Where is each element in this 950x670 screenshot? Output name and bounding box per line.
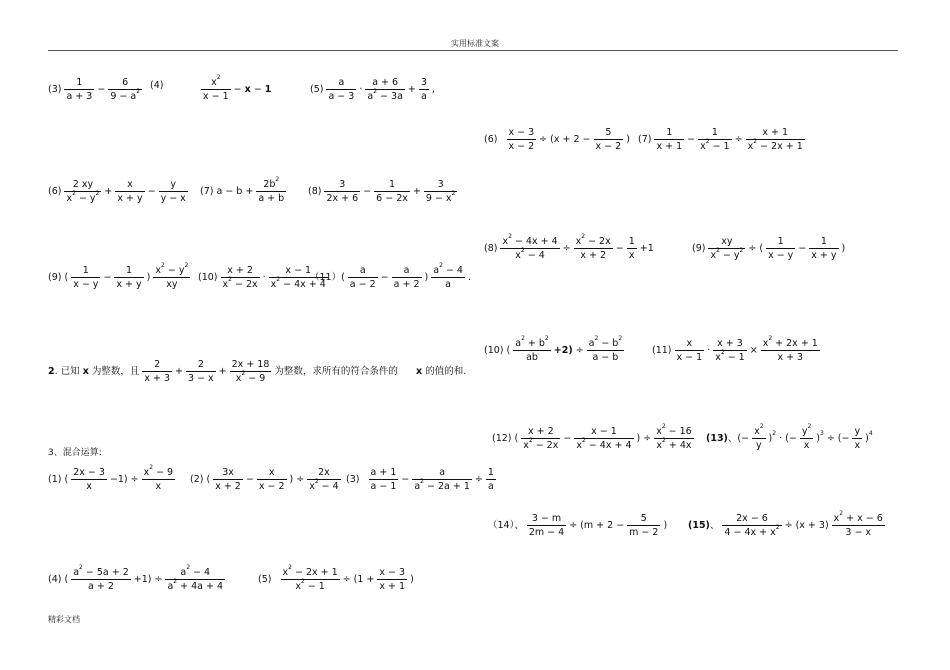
problem-6-left: (6) $\frac{2 xy}{x^2 - y^2}$ + $\frac{x}{x + y}$ − $\frac{y}{y - x}$	[48, 179, 186, 204]
problem-9-left: (9) ( $\frac{1}{x - y}$ − $\frac{1}{x + y}$ ) $\frac{x^2 - y^2}{xy}$	[48, 262, 189, 290]
problem-14: （14）、 $\frac{3 - m}{2m - 4}$ ÷ (m + 2 − $\frac{5}{m - 2}$ )	[488, 513, 668, 538]
problem-11-left: （11）( $\frac{a}{a - 2}$ − $\frac{a}{a + 2}$ ) $\frac{a^2 - 4}{a}$ .	[310, 262, 471, 290]
page-header: 实用标准文案	[451, 39, 499, 48]
question-2: 2. 已知 x 为整数，且 $\frac{2}{x + 3}$ + $\frac{2}{3 - x}$ + $\frac{2x + 18}{x^2 - 9}$ 为整数，求所有的符合条件的 x 的值的和.	[48, 359, 467, 384]
problem-10-right: (10) ( $\frac{a^2 + b^2}{ab}$ +2) ÷ $\frac{a^2 - b^2}{a - b}$	[484, 335, 623, 363]
problem-7-right: (7) $\frac{1}{x + 1}$ − $\frac{1}{x^2 - 1}$ ÷ $\frac{x + 1}{x^2 - 2x + 1}$	[638, 127, 803, 152]
problem-3: (3) $\frac{1}{a + 3}$ − $\frac{6}{9 - a^2}$	[48, 77, 141, 102]
problem-8-right: (8) $\frac{x^2 - 4x + 4}{x^2 - 4}$ ÷ $\frac{x^2 - 2x}{x + 2}$ − $\frac{1}{x}$ +1	[484, 233, 654, 261]
problem-11-right: (11) $\frac{x}{x - 1}$ · $\frac{x + 3}{x^2 - 1}$ × $\frac{x^2 + 2x + 1}{x + 3}$	[652, 335, 818, 363]
problem-12: (12) ( $\frac{x + 2}{x^2 - 2x}$ − $\frac{x - 1}{x^2 - 4x + 4}$ ) ÷ $\frac{x^2 - 16}{x^2 + 4x}$	[492, 423, 692, 451]
problem-8-left: (8) $\frac{3}{2x + 6}$ − $\frac{1}{6 - 2x}$ + $\frac{3}{9 - x^2}$	[308, 179, 456, 204]
mixed-3: (3) $\frac{a + 1}{a - 1}$ − $\frac{a}{a^2 - 2a + 1}$ ÷ $\frac{1}{a}$	[346, 467, 494, 492]
problem-7-left: (7) a − b + $\frac{2b^2}{a + b}$	[200, 176, 285, 204]
problem-9-right: (9) $\frac{xy}{x^2 - y^2}$ ÷ ( $\frac{1}{x - y}$ − $\frac{1}{x + y}$ )	[692, 236, 846, 261]
problem-13: (13)、(− $\frac{x^2}{y}$ )$^2$ · (− $\frac{y^2}{x}$ )$^3$ ÷ (− $\frac{y}{x}$ )$^4$	[706, 423, 873, 451]
mixed-5: (5) $\frac{x^2 - 2x + 1}{x^2 - 1}$ ÷ (1 + $\frac{x - 3}{x + 1}$ )	[258, 564, 414, 592]
header-rule	[48, 50, 898, 51]
section-3-title: 3、混合运算:	[48, 448, 102, 458]
page-footer: 精彩文档	[48, 615, 80, 624]
problem-10-left: (10) $\frac{x + 2}{x^2 - 2x}$ · $\frac{x - 1}{x^2 - 4x + 4}$	[198, 265, 326, 290]
problem-4-label: (4)	[150, 80, 164, 91]
mixed-2: (2) ( $\frac{3x}{x + 2}$ − $\frac{x}{x - 2}$ ) ÷ $\frac{2x}{x^2 - 4}$	[190, 467, 339, 492]
problem-5: (5) $\frac{a}{a - 3}$ · $\frac{a + 6}{a^2 - 3a}$ + $\frac{3}{a}$ ,	[310, 77, 435, 102]
problem-6-right: (6) $\frac{x - 3}{x - 2}$ ÷ (x + 2 − $\frac{5}{x - 2}$ )	[484, 127, 630, 152]
problem-15: (15)、 $\frac{2x - 6}{4 - 4x + x^2}$ ÷ (x + 3) $\frac{x^2 + x - 6}{3 - x}$	[688, 510, 883, 538]
mixed-1: (1) ( $\frac{2x - 3}{x}$ −1) ÷ $\frac{x^2 - 9}{x}$	[48, 464, 174, 492]
mixed-4: (4) ( $\frac{a^2 - 5a + 2}{a + 2}$ +1) ÷ $\frac{a^2 - 4}{a^2 + 4a + 4}$	[48, 564, 224, 592]
problem-4: $\frac{x^2}{x - 1}$ − x − 1	[203, 74, 272, 102]
